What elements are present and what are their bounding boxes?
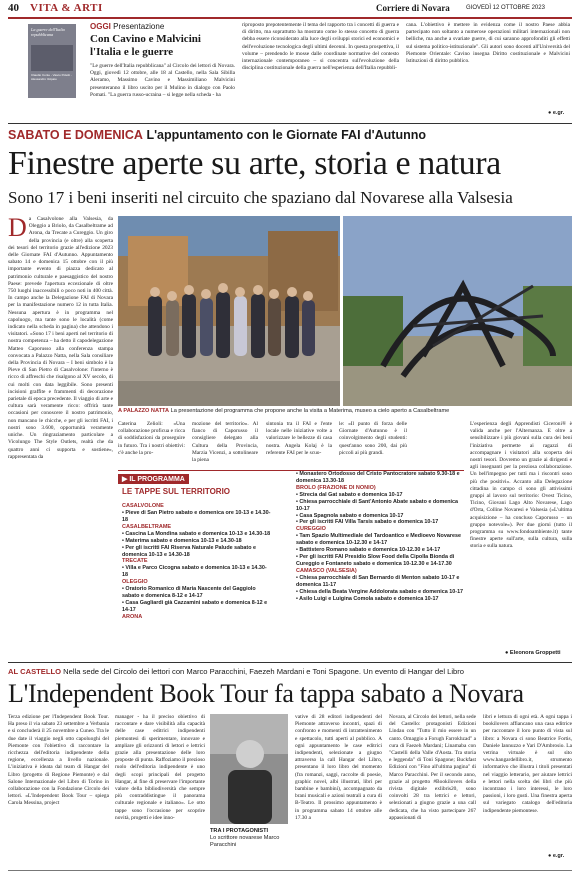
author-photo-caption-bold: TRA I PROTAGONISTI	[210, 828, 269, 834]
kicker	[90, 22, 164, 31]
book-tour-signature: ● e.gr.	[548, 853, 565, 859]
program-event: • Oratorio Romanico di Maria Nascente del Gaggiolo sabato e domenica 8-12 e 14-17	[122, 586, 256, 600]
program-event: • Pieve di San Pietro sabato e domenica ore 10-13 e 14.30-18	[122, 510, 271, 523]
program-event: • Casa Spagnola sabato e domenica 10-17	[296, 512, 404, 519]
photo-palazzo-natta	[118, 216, 340, 406]
kicker-label: Presentazione	[113, 22, 165, 31]
program-event: • Villa e Parco Cicogna sabato e domenica 10-13 e 14.30-18	[122, 565, 267, 579]
page-number: 40	[8, 2, 19, 14]
drop-cap: D	[8, 216, 27, 242]
title-line-2: l'Italia e le guerre	[90, 46, 174, 58]
fai-kicker	[8, 128, 426, 142]
fai-subheadline: Sono 17 i beni inseriti nel circuito che spaziano dal Novarese alla Valsesia	[8, 188, 513, 207]
fai-col-1	[8, 216, 113, 652]
photo-caption-bold: A PALAZZO NATTA	[118, 408, 170, 414]
book-tour-col-3: vative di 28 editori indipendenti del Piemonte attraverso incontri, spazi di confronto e momenti di intrattenimento e spettacolo, tutti aperti al pubblico. A ogni appuntamento le case editrici indipendenti, selezionate a giugno attraverso la call Hangar del Libro, presentano il loro libro del momento (fra romanzi, saggi, raccolte di poesie, graphic novel, albi illustrati, libri per bambine e bambini), accompagnato da brani musicali e azioni teatrali a cura di B-Teatro. Il prossimo appuntamento è in programma sabato 14 ottobre alle 17.30 a	[295, 714, 382, 821]
fai-col-6: L'esperienza degli Apprendisti Ciceroni® è valida anche per l'Alternanza. E oltre a sensibilizzare i più giovani sulla cura dei beni l'iniziativa permette ai ragazzi di accompagnare i visitatori alla scoperta dei nostri tesori. Dovremo un grazie ai dirigenti e agli insegnanti per la preziosa collaborazione. Un bell'impegno per tutti ma i riscontri sono più che positivi». Accanto alla Delegazione cittadina in campo ci sono gli attivissimi gruppi al lavoro sul territorio: Ovest Ticino, Ticino, Giovani Lago Alto Novarese, Lago d'Orta, Colline Novaresi e Valsesia («L'ultima acquisizione – ha concluso Caporusso – un gruppo notevole»). Per due giorni (tutto il programma su www.fondoambiente.it) tante finestre aperte sull'arte, sulla cultura, sulla storia e sulla natura.	[470, 421, 572, 550]
fai-headline: Finestre aperte su arte, storia e natura	[8, 145, 501, 182]
program-place: CAMASCO (VALSESIA)	[296, 567, 357, 574]
program-event: • Tam Spazio Multimediale del Tardoantico e Medioevo Novarese sabato e domenica 10-12.30 e 14-17	[296, 533, 461, 547]
program-place: TRECATE	[122, 558, 148, 565]
program-event: • Asilo Luigi e Luigina Comola sabato e domenica 10-17	[296, 595, 439, 602]
book-cover-title: La guerre dell'Italia repubblicana	[31, 27, 65, 37]
footer-rule	[8, 870, 572, 871]
program-place: OLEGGIO	[122, 579, 148, 586]
divider	[8, 662, 572, 663]
book-tour-kicker-rest: Nella sede del Circolo dei lettori con Marco Paracchini, Faezeh Mardani e Toni Spagone. Un evento di Hangar del Libro	[63, 667, 465, 676]
author-photo	[210, 714, 288, 824]
book-cover-art	[31, 45, 73, 71]
program-event: • Battistero Romano sabato e domenica 10-12.30 e 14-17	[296, 547, 441, 554]
fai-kicker-rest: L'appuntamento con le Giornate FAI d'Autunno	[146, 128, 427, 142]
program-title: LE TAPPE SUL TERRITORIO	[122, 487, 231, 496]
program-event: • Chiesa della Beata Vergine Addolorata sabato e domenica 10-17	[296, 588, 464, 595]
book-tour-col-5: libri e lettura di ogni età. A ogni tappa i bookilovers affiancano una casa editrice per raccontare il loro punto di vista sul libro: a Novara ci sono Beatrice Fortis, Daniele Iannuzzo e Yari D'Ambrosio. La vetrina virtuale è sul sito www.hangardellibro.it, strumento informativo che illustra i titoli presentati nel viaggio letterario, per aiutare lettrici e lettori nella scelta dei libri che più incontrano i loro interessi, le loro passioni, i loro gusti. Una finestra aperta sul variegato catalogo dell'editoria indipendente piemontese.	[483, 714, 572, 814]
author-photo-caption	[210, 828, 288, 849]
author-photo-image	[210, 714, 288, 824]
book-tour-headline: L'Independent Book Tour fa tappa sabato a Novara	[8, 679, 524, 708]
fai-col-4: sintonia tra il FAI e l'ente locale nelle iniziative volte a valorizzare le bellezze di casa nostra. Angela Kolaj è la referente FAI per le scuo-	[266, 421, 332, 456]
book-tour-kicker	[8, 667, 572, 676]
fai-col-2: Caterina Zelioli: «Una collaborazione proficua e ricca di soddisfazioni da proseguire in futuro. Tra i nostri obiettivi: c'è anche la pro-	[118, 421, 185, 456]
program-event: • Per gli iscritti FAI Riserva Naturale Palude sabato e domenica 10-13 e 14.30-18	[122, 544, 257, 558]
program-badge-label: IL PROGRAMMA	[129, 476, 185, 483]
program-event: • Per gli iscritti FAI Presidio Slow Food della Cipolla Bionda di Cureggio e Fontaneto sabato e domenica 10-12.30 e 14-17.30	[296, 554, 455, 567]
book-tour-kicker-bold: AL CASTELLO	[8, 667, 62, 676]
program-box	[118, 470, 464, 657]
program-event: • Chiesa parrocchiale di San Bernardo di Menton sabato 10-17 e domenica 11-17	[296, 574, 460, 588]
program-event: • Monastero Ortodosso del Cristo Pantocratore sabato 9.30-18 e domenica 13.30-18	[296, 471, 460, 484]
top-article-col-3: cana. L'obiettivo è mettere in evidenza come il nostro Paese abbia partecipato non soltanto a numerose operazioni militari internazionali non belliche, ma anche a svariate guerre, di cui saranno approfonditi gli effetti sul sistema politico-istituzionale". Gli autori sono docenti all'Università del Piemonte Orientale: Cavino insegna Diritto costituzionale e Malvicini Istituzioni di diritto pubblico.	[406, 22, 570, 65]
photo-caption-text: La presentazione del programma che propone anche la visita a Materima, museo a cielo aperto a Casalbeltrame	[170, 408, 450, 414]
top-article-signature: ● e.gr.	[548, 110, 565, 116]
newspaper-name: Corriere di Novara	[376, 3, 450, 13]
book-tour-col-2: manager - ha il preciso obiettivo di raccontare e dare visibilità alla capacità delle case editrici indipendenti piemontesi di sperimentare, innovare e ampliare gli orizzonti di lettori e lettrici grazie alla presentazione delle loro proposte di punta. Raffoziamo il prezioso ruolo dell'editoria indipendente è uno degli scopi principali del progetto Hangar, al fine di preservare l'importante valore della bibliodiversità che sempre più contraddistingue il panorama culturale regionale e italiano». Le otto tappe sono l'occasione per scoprire novità, progetti e idee inno-	[115, 714, 205, 821]
top-article-col-1: "Le guerre dell'Italia repubblicana" al Circolo dei lettori di Novara. Oggi, giovedì 12 ottobre, alle 18 al Castello, nella Sala Sibilla Aleramo, Massimo Cavino e Massimiliano Malvicini presenteranno il libro uscito per il Mulino in dialogo con Paolo Pomati. "La guerra russo-ucraina – si legge nella scheda - ha	[90, 63, 235, 98]
top-article-title	[90, 33, 220, 59]
book-cover-authors: Claudio Conte - Vasco Poletti - Alessandro Volpato	[31, 73, 72, 81]
fai-kicker-bold: SABATO E DOMENICA	[8, 128, 143, 142]
issue-date: GIOVEDÌ 12 OTTOBRE 2023	[466, 5, 545, 11]
group-photo-image	[118, 216, 340, 406]
program-place: CUREGGIO	[296, 526, 326, 533]
photo-caption	[118, 408, 572, 415]
fai-col-3: mozione del territorio». Al fianco di Caporusso il consigliere delegato alla Cultura della Provincia, Marzia Vicenzi, a sottolineare la piena	[192, 421, 258, 464]
book-tour-col-1: Terza edizione per l'Independent Book Tour. Ha preso il via sabato 23 settembre a Verbania e si concluderà il 25 novembre a Cuneo. Tra le due date il viaggio negli otto capoluoghi del Piemonte con l'obiettivo di raccontare la ricchezza dell'editoria indipendente della regione, eccellenza a livello nazionale. L'iniziativa è ideata dal team di Hangar del Libro (progetto di Regione Piemonte) e dal Salone Internazionale del Libro di Torino in collaborazione con la Fondazione Circolo dei lettori. «L'Independent Book Tour – spiega Carola Messina, project	[8, 714, 109, 807]
program-event: • Per gli iscritti FAI Villa Tarsis sabato e domenica 10-17	[296, 519, 439, 526]
program-event: • Casa Gagliardi già Cazzamini sabato e domenica 8-12 e 14-17	[122, 600, 268, 613]
section-title: VITA & ARTI	[30, 2, 103, 14]
top-article-col-2: riproposto prepotentemente il tema del rapporto tra i concetti di guerra e di diritto, ma soprattutto ha mostrato come lo stesso concetto di guerra debba essere riconsiderato alla luce degli sviluppi storici ed economici e dell'evoluzione tecnologica degli ultimi decenni. In questa prospettiva, il volume – prendendo le mosse dalle coordinate normative del contesto internazionale contemporaneo – si concentra sull'evoluzione della disciplina costituzionale della guerra nell'esperienza dell'Italia repubbli-	[242, 22, 399, 72]
program-event: • Materima sabato e domenica 10-13 e 14.30-18	[122, 537, 242, 544]
program-place: CASALBELTRAME	[122, 523, 172, 530]
program-right-column	[296, 471, 464, 603]
arrow-icon: ▶	[122, 476, 128, 483]
fai-col-5: le: «Il punto di forza delle Giornate d'Autunno è il coinvolgimento degli studenti: quest'anno sono 200, dai più piccoli ai più grandi.	[339, 421, 407, 456]
title-line-1: Con Cavino e Malvicini	[90, 33, 201, 45]
fai-col-1-text: a Casalvolone alla Valsesia, da Oleggio a Briolo, da Casalbeltrame ad Arona, da Trecate a Cureggio. Un giro della provincia (e oltre) alla scoperta dei tesori del territorio grazie all'edizione 2023 delle Giornate FAI d'Autunno. Appuntamento sabato 14 e domenica 15 ottobre con il più importante evento di piazza dedicato al patrimonio culturale e paesaggistico del nostro Paese: prevede l'apertura eccezionale di oltre 750 luoghi inaccessibili o poco noti in 400 città. In campo anche la Delegazione FAI di Novara per la manifestazione numero 12 in tutta Italia. Nessuna apertura è in programma nel capoluogo, ma tante sono le località (come indicato nella scheda in pagina) che attendono i visitatori. «Sono 17 i beni aperti nel territorio di nostra competenza – ha detto il capodelegazione Matteo Caporusso alla conferenza stampa convocata a Palazzo Natta, nella Sala consiliare della Provincia di Novara – I beni simbolo è la Pieve di San Pietro di Casalvolone: l'interno è ricco di affreschi che risalgono al XV secolo, di cui molti con data leggibile. Sono presenti incisioni graffite e frammenti di decorazione parietale di epoca precedente. Il viaggio di arte e cultura sarà veramente ricco: offrirà tante occasioni per conoscere il nostro patrimonio, non mancano le chicche, e per gli iscritti FAI, i nostri sono 3.600, opportunità veramente uniche. Un ringraziamento particolare a Vicolungo The Style Outlets, realtà che da quattro anni ci supporta e sostiene», rappresentata da	[8, 216, 113, 460]
program-badge	[118, 474, 189, 484]
photo-materima	[343, 216, 572, 406]
program-event: • Strecia dal Gat sabato e domenica 10-17	[296, 491, 403, 498]
program-place: BROLO (FRAZIONE DI NONIO)	[296, 484, 376, 491]
divider	[8, 123, 572, 124]
book-cover-image	[28, 24, 76, 98]
header-rule	[8, 17, 572, 19]
book-tour-col-4: Novara, al Circolo dei lettori, nella sede del Castello: protagonisti Edizioni Lindau con "Tutto il mio essere in un canto. Omaggio a Forugh Farrokhzad" a cura di Faezeh Mardani; Linamaba con "Castelli della Valle d'Aosta. Tra storia e leggenda" di Toni Spagone; Buckfast Edizioni con "Fino all'ultima pagina" di Marco Paracchini. Per il secondo anno, grazie al progetto #Bookilovers della rivista digitale exlibris20, sono coinvolti 28 tra lettrici e lettori, selezionati a giugno grazie a una call dedicata, che ha visto partecipare 267 appassionati di	[389, 714, 476, 821]
sculpture-photo-image	[343, 216, 572, 406]
program-place: CASALVOLONE	[122, 503, 164, 509]
program-left-column	[122, 503, 272, 621]
fai-signature: ● Eleonora Groppetti	[505, 650, 561, 656]
program-event: • Chiesa parrocchiale di Sant'Antonio Abate sabato e domenica 10-17	[296, 498, 459, 512]
kicker-today: OGGI	[90, 22, 111, 31]
author-photo-caption-text: Lo scrittore novarese Marco Paracchini	[210, 835, 280, 848]
program-place: ARONA	[122, 613, 143, 620]
program-event: • Cascina La Mondina sabato e domenica 10-13 e 14.30-18	[122, 530, 271, 537]
